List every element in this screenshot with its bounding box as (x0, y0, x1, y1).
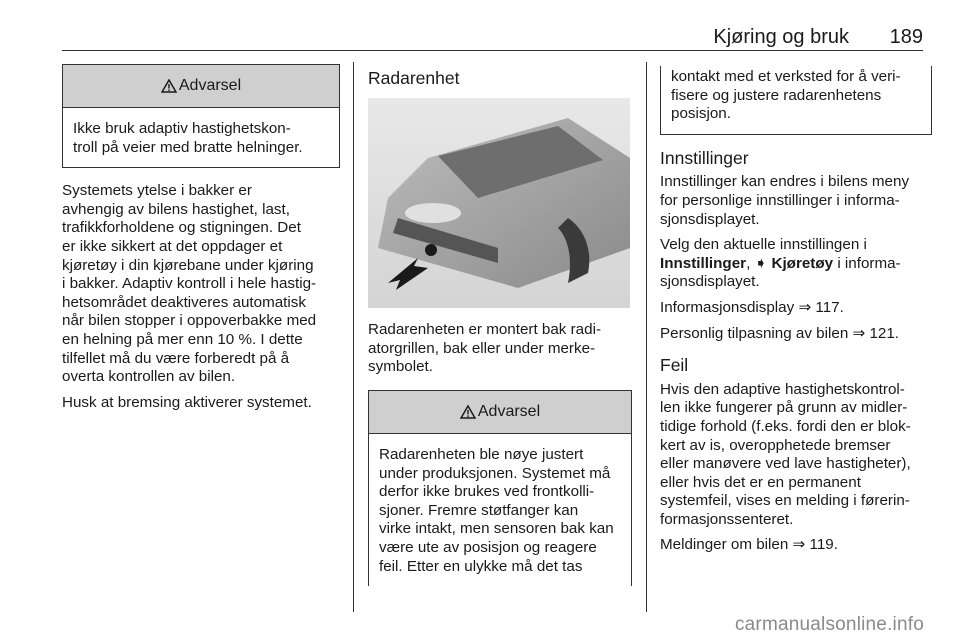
menu-path: Kjøretøy (767, 254, 834, 272)
column-divider (353, 62, 354, 612)
page-reference: 119. (809, 536, 838, 554)
column-2 (368, 64, 632, 586)
paragraph: Hvis den adaptive hastighetskontrol- len ikke fungerer på grunn av midler- tidige forhold (f.eks. fordi den er blok- kert av is, overopphetede bremser eller manøvere ved lave hastigheter), eller hvis det er en permanent systemfeil, vises en melding i førerin- formasjonssenteret. (660, 380, 911, 528)
paragraph: Personlig tilpasning av bilen ⇒ 121. (660, 324, 900, 342)
reference-icon: ⇒ (792, 536, 806, 554)
warning-header (63, 65, 339, 108)
warning-text: Ikke bruk adaptiv hastighetskon- troll på veier med bratte helninger. (73, 120, 303, 156)
warning-triangle-icon (161, 79, 177, 93)
column-divider (646, 62, 647, 612)
warning-label: Advarsel (178, 76, 242, 94)
column-1 (62, 64, 340, 419)
warning-text: Radarenheten ble nøye justert under produksjonen. Systemet må derfor ikke brukes ved frontkolli- sjoner. Fremre støtfanger kan virke intakt, men sensoren bak kan være ute av posisjon og reagere feil. Etter en ulykke må det tas (379, 445, 614, 575)
paragraph: Informasjonsdisplay ⇒ 117. (660, 298, 844, 316)
section-heading: Innstillinger (660, 147, 749, 168)
header-rule (62, 50, 923, 51)
section-heading: Radarenhet (368, 68, 460, 88)
paragraph: Meldinger om bilen ⇒ 119. (660, 536, 838, 554)
warning-box-continued (660, 66, 932, 135)
paragraph: Systemets ytelse i bakker er avhengig av bilens hastighet, last, trafikkforholdene og stigningen. Det er ikke sikkert at det oppdager et kjøretøy i din kjørebane under kjøring i bakker. Adaptiv kontroll i hele hastig- hetsområdet deaktiveres automatisk når bilen stopper i oppoverbakke med en helning på mer enn 10 %. I dette tilfellet må du være forberedt på å overta kontrollen av bilen. (62, 182, 317, 386)
warning-header (369, 391, 631, 434)
page-header (62, 26, 923, 52)
figure-caption: Radarenheten er montert bak radi- atorgrillen, bak eller under merke- symbolet. (368, 321, 602, 376)
page-reference: 117. (815, 298, 844, 316)
page-number: 189 (889, 26, 923, 48)
paragraph: Velg den aktuelle innstillingen i Innstillinger, ➧ Kjøretøy i informa- sjonsdisplayet. (660, 236, 901, 291)
warning-label: Advarsel (477, 402, 541, 420)
warning-box (62, 64, 340, 168)
warning-text: kontakt med et verksted for å veri- fisere og justere radarenhetens posisjon. (671, 68, 901, 123)
car-radar-figure (368, 98, 630, 308)
section-heading: Feil (660, 355, 689, 376)
paragraph: Husk at bremsing aktiverer systemet. (62, 393, 312, 411)
warning-triangle-icon (460, 405, 476, 419)
paragraph: Innstillinger kan endres i bilens meny for personlige innstillinger i informa- sjonsdisplayet. (660, 173, 910, 228)
watermark: carmanualsonline.info (734, 614, 924, 635)
menu-path: Innstillinger (660, 254, 747, 272)
page-title: Kjøring og bruk (713, 26, 849, 48)
warning-box (368, 390, 632, 586)
arrow-icon: ➧ (754, 254, 768, 272)
column-3 (660, 66, 932, 562)
reference-icon: ⇒ (852, 324, 866, 342)
reference-icon: ⇒ (798, 298, 812, 316)
page-reference: 121. (869, 324, 900, 342)
